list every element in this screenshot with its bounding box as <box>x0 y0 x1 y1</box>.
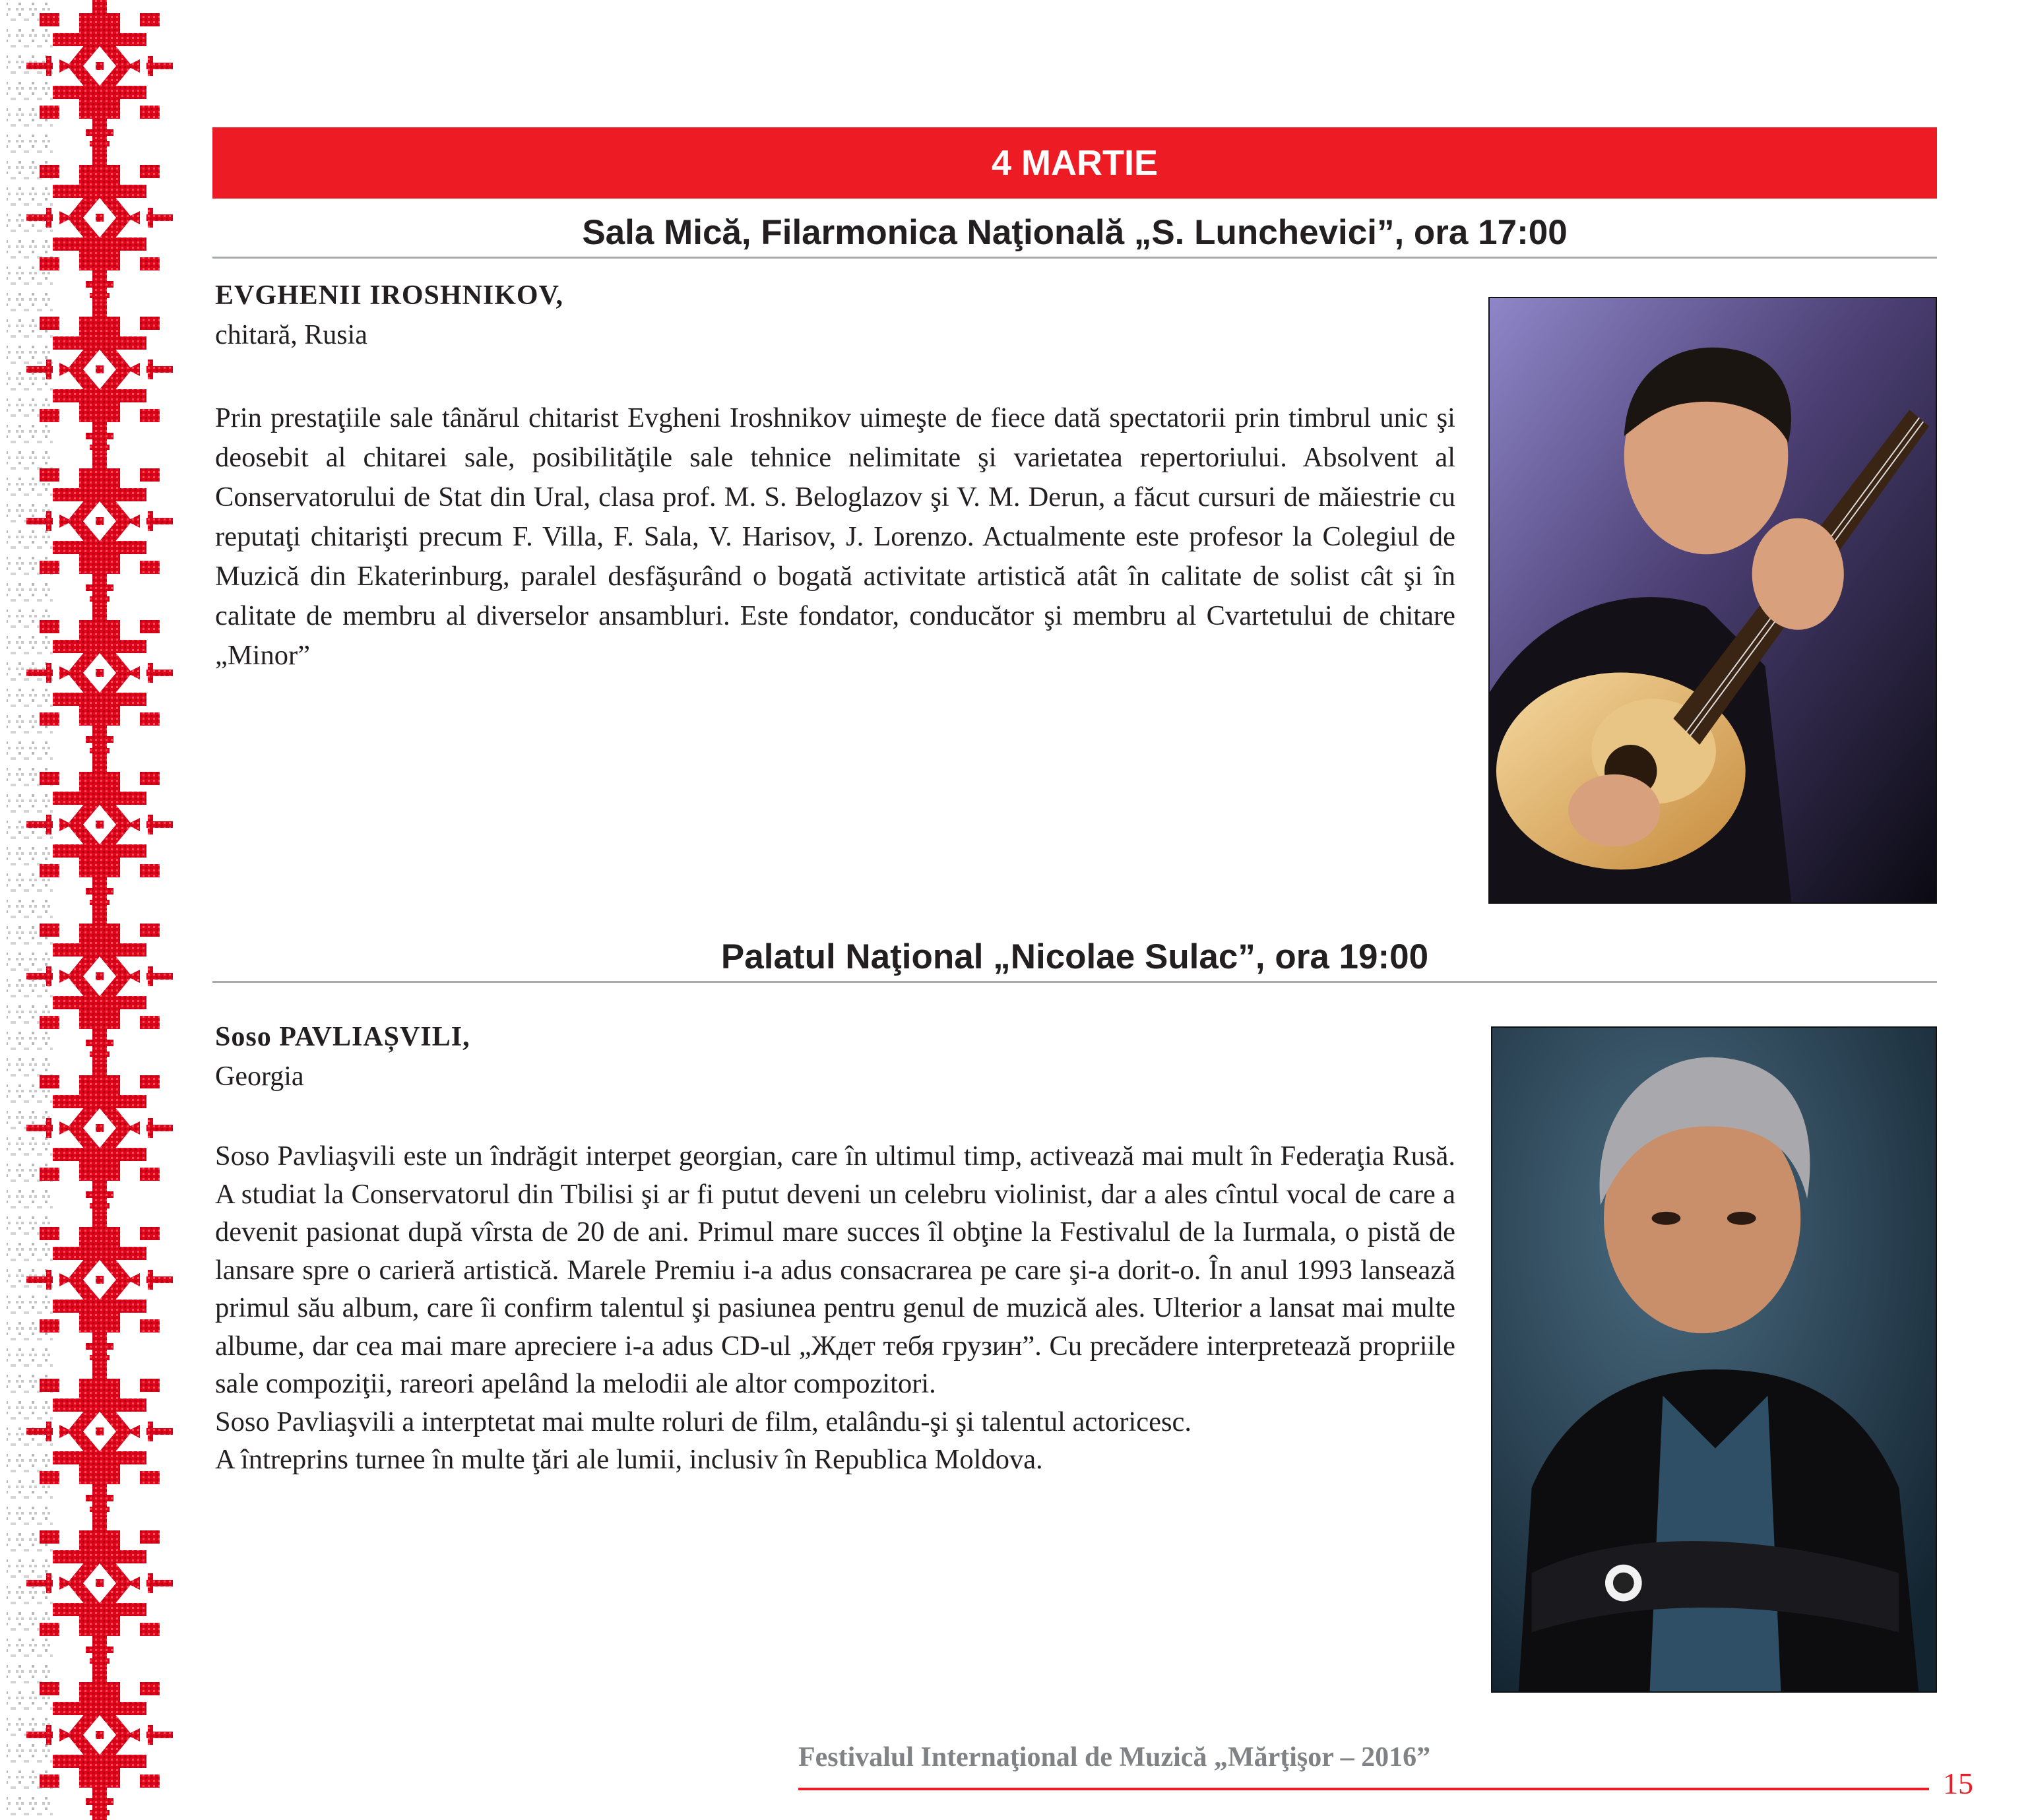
page-number: 15 <box>1943 1767 1973 1800</box>
venue-heading-2: Palatul Naţional „Nicolae Sulac”, ora 19:00 <box>212 937 1937 983</box>
artist-bio-2 <box>215 1137 1455 1479</box>
guitarist-photo <box>1488 297 1937 904</box>
footer-divider <box>798 1788 1929 1790</box>
festival-footer-title: Festivalul Internaţional de Muzică „Mărţişor – 2016” <box>798 1742 1431 1773</box>
venue-heading-1: Sala Mică, Filarmonica Naţională „S. Lunchevici”, ora 17:00 <box>212 212 1937 259</box>
date-banner <box>212 127 1937 199</box>
singer-photo-icon <box>1492 1028 1936 1691</box>
guitarist-photo-icon <box>1490 298 1936 902</box>
artist-bio-1 <box>215 398 1455 675</box>
bio-paragraph: A întreprins turnee în multe ţări ale lumii, inclusiv în Republica Moldova. <box>215 1444 1043 1475</box>
singer-photo <box>1491 1026 1937 1693</box>
bio-paragraph: Prin prestaţiile sale tânărul chitarist Evgheni Iroshnikov uimeşte de fiece dată spectatorii prin timbrul unic şi deosebit al chitarei sale, posibilităţile sale tehnice nelimitate şi varietatea repertoriului. Absolvent al Conservatorului de Stat din Ural, clasa prof. M. S. Beloglazov şi V. M. Derun, a făcut cursuri de măiestrie cu reputaţi chitarişti precum F. Villa, F. Sala, V. Harisov, J. Lorenzo. Actualmente este profesor la Colegiul de Muzică din Ekaterinburg, paralel desfăşurând o bogată activitate artistică atât în calitate de solist cât şi în calitate de membru al diverselor ansambluri. Este fondator, conducător şi membru al Cvartetului de chitare „Minor” <box>215 402 1455 671</box>
bio-paragraph: Soso Pavliaşvili este un îndrăgit interpet georgian, care în ultimul timp, activează mai mult în Federaţia Rusă. A studiat la Conservatorul din Tbilisi şi ar fi putut deveni un celebru violinist, dar a ales cîntul vocal de care a devenit pasionat după vîrsta de 20 de ani. Primul mare succes îl obţine la Festivalul de la Iurmala, o pistă de lansare spre o carieră artistică. Marele Premiu i-a adus consacrarea pe care şi-a dorit-o. În anul 1993 lansează primul său album, care îi confirm talentul şi pasiunea pentru genul de muzică ales. Ulterior a lansat mai multe albume, dar cea mai mare apreciere i-a adus CD-ul „Ждет тебя грузин”. Cu precădere interpretează propriile sale compoziţii, rareori apelând la melodii ale altor compozitori. <box>215 1141 1455 1399</box>
artist-name-2: Soso PAVLIAȘVILI, <box>215 1022 470 1052</box>
artist-subtitle-1: chitară, Rusia <box>215 320 367 350</box>
date-title: 4 MARTIE <box>991 143 1159 183</box>
embroidery-border-ornament <box>0 0 205 1820</box>
bio-paragraph: Soso Pavliaşvili a interptetat mai multe roluri de film, etalându-şi şi talentul actoricesc. <box>215 1406 1192 1437</box>
artist-name-1: EVGHENII IROSHNIKOV, <box>215 280 564 311</box>
artist-subtitle-2: Georgia <box>215 1061 304 1092</box>
